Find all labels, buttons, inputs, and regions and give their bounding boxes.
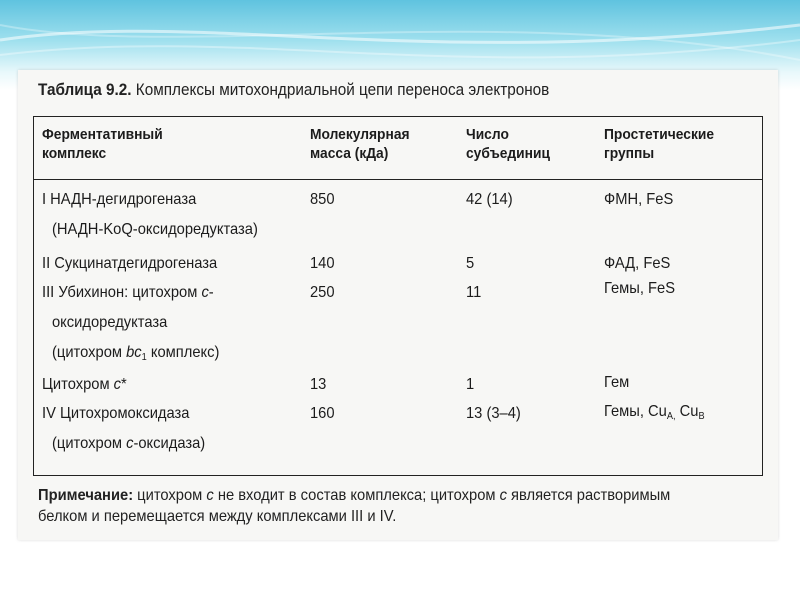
- table-row-complex-1-mass: 850: [310, 191, 335, 208]
- header-subunits: Число субъединиц: [466, 126, 550, 162]
- note-line-2: белком и перемещается между комплексами III и IV.: [38, 508, 397, 525]
- caption-text: Комплексы митохондриальной цепи переноса электронов: [135, 80, 550, 99]
- header-divider: [34, 179, 762, 180]
- note-line-1: Примечание: цитохром c не входит в состав комплекса; цитохром c является растворимым: [38, 487, 671, 504]
- table-row-cytochrome-c-subunits: 1: [466, 376, 475, 393]
- table-row-complex-1-alias: (НАДН-KoQ-оксидоредуктаза): [52, 221, 258, 238]
- table-row-complex-4-name: IV Цитохромоксидаза: [42, 405, 190, 422]
- table-row-cytochrome-c-groups: Гем: [604, 374, 630, 391]
- table-row-complex-1-subunits: 42 (14): [466, 191, 513, 208]
- table-row-complex-4-groups: Гемы, $Cu_{A,}$ $Cu_B$: [604, 403, 705, 422]
- table-row-complex-4-alias: (цитохром c-оксидаза): [52, 435, 206, 452]
- table-row-cytochrome-c-name: Цитохром c*: [42, 376, 127, 393]
- table-row-complex-1-name: I НАДН-дегидрогеназа: [42, 191, 197, 208]
- table-row-complex-4-subunits: 13 (3–4): [466, 405, 521, 422]
- table-row-complex-3-name-cont: оксидоредуктаза: [52, 314, 168, 331]
- table-row-complex-3-groups: Гемы, FeS: [604, 280, 676, 297]
- header-molecular-mass: Молекулярная масса (кДа): [310, 126, 410, 162]
- table-row-complex-3-subunits: 11: [466, 284, 482, 301]
- complexes-table: [33, 116, 763, 476]
- header-prosthetic-groups: Простетические группы: [604, 126, 715, 162]
- table-row-complex-3-mass: 250: [310, 284, 335, 301]
- caption-label: Таблица 9.2.: [38, 80, 132, 99]
- table-row-complex-4-mass: 160: [310, 405, 335, 422]
- header-enzyme-complex: Ферментативный комплекс: [42, 126, 163, 162]
- slide-content: [18, 70, 778, 540]
- table-row-complex-2-mass: 140: [310, 255, 335, 272]
- table-row-complex-3-name: III Убихинон: цитохром c-: [42, 284, 214, 301]
- table-row-complex-1-groups: ФМН, FeS: [604, 191, 674, 208]
- table-note: [38, 485, 700, 527]
- table-row-complex-3-alias: (цитохром $bc_1$ комплекс): [52, 344, 220, 363]
- table-caption: [38, 80, 549, 100]
- table-row-cytochrome-c-mass: 13: [310, 376, 327, 393]
- table-row-complex-2-subunits: 5: [466, 255, 475, 272]
- table-row-complex-2-name: II Сукцинатдегидрогеназа: [42, 255, 218, 272]
- table-row-complex-2-groups: ФАД, FeS: [604, 255, 671, 272]
